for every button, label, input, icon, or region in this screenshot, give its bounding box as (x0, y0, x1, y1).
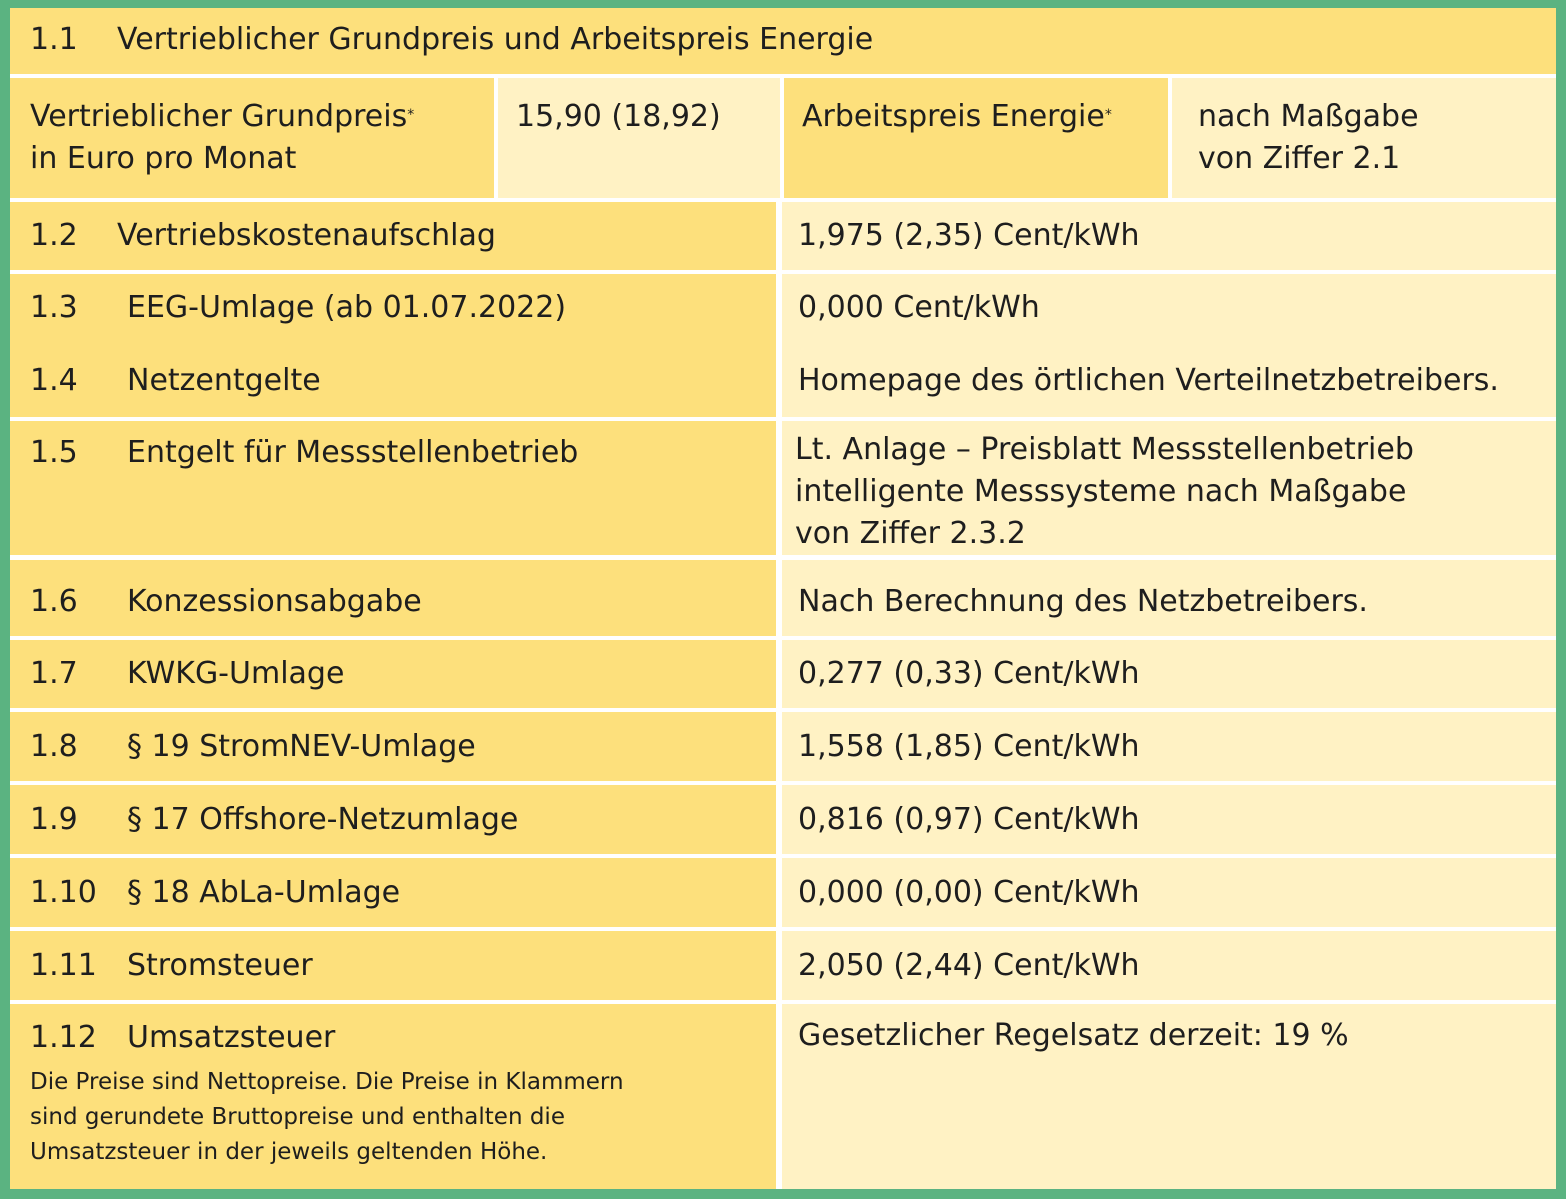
grundpreis-value-cell (498, 78, 780, 198)
row-1-2-label-cell (10, 202, 776, 270)
row-1-8-label-cell (10, 712, 776, 781)
row-label: § 18 AbLa-Umlage (127, 875, 401, 910)
row-number: 1.10 (30, 875, 97, 910)
row-1-12-value-cell (782, 1004, 1556, 1189)
row-label: § 19 StromNEV-Umlage (127, 729, 476, 764)
row-label: KWKG-Umlage (127, 656, 345, 691)
arbeitspreis-label-cell (784, 78, 1168, 198)
grundpreis-label-line1: Vertrieblicher Grundpreis* (30, 99, 415, 134)
row-value: Gesetzlicher Regelsatz derzeit: 19 % (798, 1018, 1349, 1053)
row-1-12-label-cell (10, 1004, 776, 1189)
row-value: 0,816 (0,97) Cent/kWh (798, 802, 1140, 837)
row-label: Konzessionsabgabe (127, 584, 422, 619)
row-label: Netzentgelte (127, 363, 321, 398)
row-value-line2: intelligente Messsysteme nach Maßgabe (795, 474, 1407, 509)
row-1-9-label-cell (10, 785, 776, 854)
row-number: 1.4 (30, 363, 78, 398)
row-label: Vertriebskostenaufschlag (117, 218, 496, 253)
grundpreis-value: 15,90 (18,92) (516, 99, 721, 134)
asterisk: * (407, 107, 415, 123)
row-label: Stromsteuer (127, 948, 313, 983)
row-number: 1.6 (30, 584, 78, 619)
row-1-3-1-4-label-cell (10, 274, 776, 417)
row-number: 1.8 (30, 729, 78, 764)
footnote-line3: Umsatzsteuer in der jeweils geltenden Höhe. (30, 1139, 548, 1165)
arbeitspreis-value-line1: nach Maßgabe (1198, 99, 1419, 134)
row-value: Nach Berechnung des Netzbetreibers. (798, 584, 1368, 619)
row-number: 1.11 (30, 948, 97, 983)
row-number: 1.3 (30, 290, 78, 325)
row-label: § 17 Offshore-Netzumlage (127, 802, 519, 837)
row-number: 1.7 (30, 656, 78, 691)
row-value-line3: von Ziffer 2.3.2 (795, 516, 1026, 551)
grundpreis-label-cell (10, 78, 494, 198)
price-table (10, 8, 1556, 1189)
row-value: 2,050 (2,44) Cent/kWh (798, 948, 1140, 983)
row-1-6-label-cell (10, 560, 776, 636)
row-value-line1: Lt. Anlage – Preisblatt Messstellenbetrieb (795, 432, 1414, 467)
row-1-3-1-4-value-cell (782, 274, 1556, 417)
row-1-9-value-cell (782, 785, 1556, 854)
row-value: 1,558 (1,85) Cent/kWh (798, 729, 1140, 764)
row-1-11-label-cell (10, 931, 776, 1000)
row-label: EEG-Umlage (ab 01.07.2022) (127, 290, 567, 325)
row-label: Vertrieblicher Grundpreis und Arbeitspreis Energie (117, 22, 874, 57)
row-1-10-value-cell (782, 858, 1556, 927)
row-number: 1.1 (30, 22, 78, 57)
arbeitspreis-value-cell (1172, 78, 1556, 198)
row-number: 1.12 (30, 1020, 97, 1055)
row-1-5-label-cell (10, 421, 776, 555)
footnote-line1: Die Preise sind Nettopreise. Die Preise in Klammern (30, 1069, 624, 1095)
arbeitspreis-label: Arbeitspreis Energie* (802, 99, 1112, 134)
grundpreis-label-line2: in Euro pro Monat (30, 141, 297, 176)
row-1-7-label-cell (10, 640, 776, 708)
row-1-10-label-cell (10, 858, 776, 927)
asterisk: * (1104, 107, 1112, 123)
arbeitspreis-value-line2: von Ziffer 2.1 (1198, 141, 1401, 176)
row-1-6-value-cell (782, 560, 1556, 636)
row-value: 0,000 Cent/kWh (798, 290, 1040, 325)
row-1-5-value-cell (782, 421, 1556, 555)
row-value: 1,975 (2,35) Cent/kWh (798, 218, 1140, 253)
row-1-1 (10, 8, 1556, 74)
row-number: 1.9 (30, 802, 78, 837)
row-1-8-value-cell (782, 712, 1556, 781)
row-number: 1.5 (30, 435, 78, 470)
row-value: 0,277 (0,33) Cent/kWh (798, 656, 1140, 691)
row-number: 1.2 (30, 218, 78, 253)
row-1-7-value-cell (782, 640, 1556, 708)
row-1-11-value-cell (782, 931, 1556, 1000)
row-value: 0,000 (0,00) Cent/kWh (798, 875, 1140, 910)
row-value: Homepage des örtlichen Verteilnetzbetreibers. (798, 363, 1499, 398)
row-label: Entgelt für Messstellenbetrieb (127, 435, 579, 470)
row-label: Umsatzsteuer (127, 1020, 336, 1055)
footnote-line2: sind gerundete Bruttopreise und enthalten die (30, 1104, 565, 1130)
row-1-2-value-cell (782, 202, 1556, 270)
